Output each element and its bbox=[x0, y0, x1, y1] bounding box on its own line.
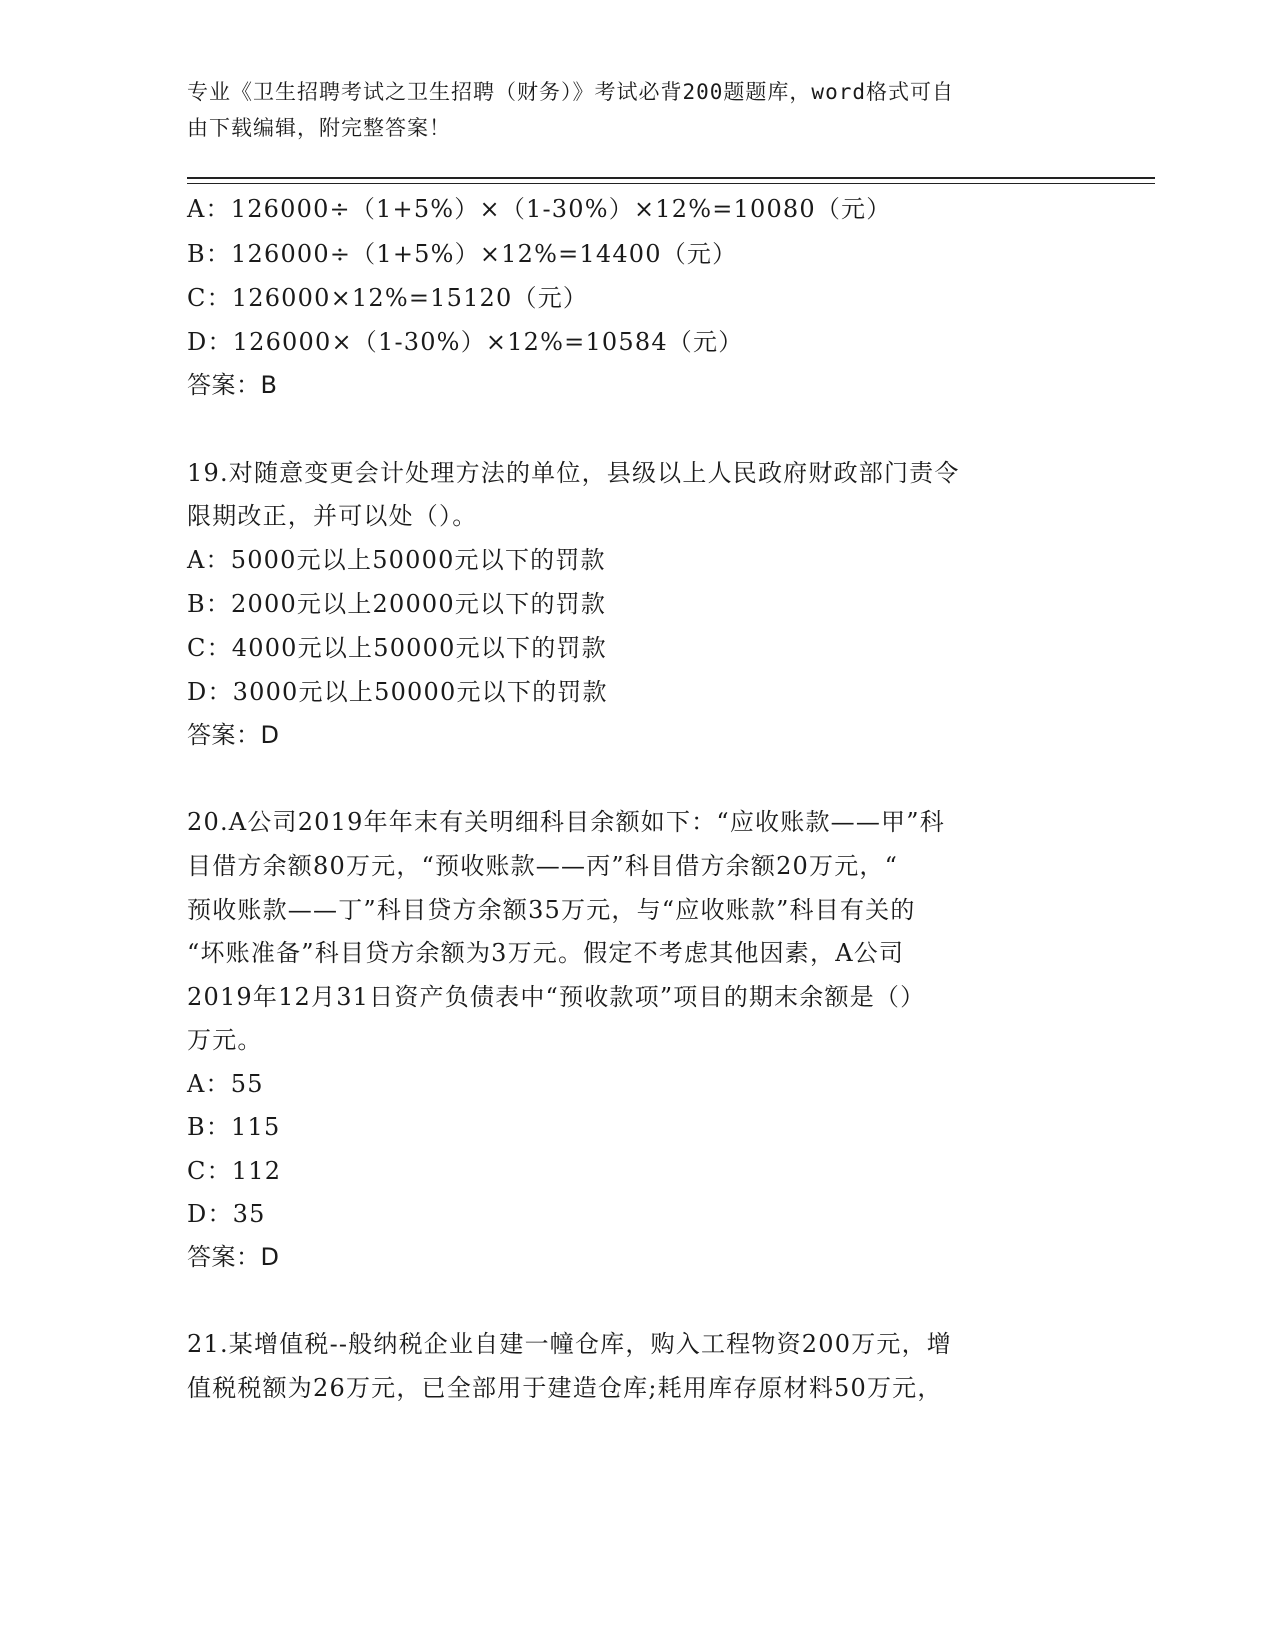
q18-answer: 答案：B bbox=[187, 371, 278, 399]
q19-stem-line-1: 19.对随意变更会计处理方法的单位，县级以上人民政府财政部门责令 bbox=[187, 459, 960, 487]
q20-option-c: C：112 bbox=[187, 1157, 282, 1185]
q19-option-c: C：4000元以上50000元以下的罚款 bbox=[187, 634, 607, 662]
header-line-1: 专业《卫生招聘考试之卫生招聘（财务）》考试必背200题题库，word格式可自 bbox=[187, 80, 954, 104]
q21-stem-line-1: 21.某增值税--般纳税企业自建一幢仓库，购入工程物资200万元，增 bbox=[187, 1330, 952, 1358]
q20-stem-line-3: 预收账款——丁”科目贷方余额35万元，与“应收账款”科目有关的 bbox=[187, 896, 916, 924]
q19-stem-line-2: 限期改正，并可以处（）。 bbox=[187, 502, 478, 530]
header-divider-thick bbox=[187, 177, 1155, 179]
q18-option-a: A：126000÷（1+5%）×（1-30%）×12%=10080（元） bbox=[187, 195, 892, 223]
q18-option-c: C：126000×12%=15120（元） bbox=[187, 284, 589, 312]
q18-option-b: B：126000÷（1+5%）×12%=14400（元） bbox=[187, 240, 738, 268]
q19-answer: 答案：D bbox=[187, 721, 280, 749]
q20-answer: 答案：D bbox=[187, 1243, 280, 1271]
q20-option-b: B：115 bbox=[187, 1113, 281, 1141]
q20-stem-line-6: 万元。 bbox=[187, 1026, 263, 1054]
q19-option-b: B：2000元以上20000元以下的罚款 bbox=[187, 590, 607, 618]
document-header bbox=[187, 74, 1067, 146]
q18-option-d: D：126000×（1-30%）×12%=10584（元） bbox=[187, 328, 744, 356]
header-divider-thin bbox=[187, 183, 1155, 184]
q20-option-a: A：55 bbox=[187, 1070, 264, 1098]
q20-option-d: D：35 bbox=[187, 1200, 266, 1228]
q20-stem-line-5: 2019年12月31日资产负债表中“预收款项”项目的期末余额是（） bbox=[187, 983, 926, 1011]
q20-stem-line-4: “坏账准备”科目贷方余额为3万元。假定不考虑其他因素，A公司 bbox=[187, 939, 905, 967]
q20-stem-line-2: 目借方余额80万元，“预收账款——丙”科目借方余额20万元，“ bbox=[187, 852, 899, 880]
header-line-2: 由下载编辑，附完整答案！ bbox=[187, 116, 451, 140]
q20-stem-line-1: 20.A公司2019年年末有关明细科目余额如下：“应收账款——甲”科 bbox=[187, 808, 945, 836]
q19-option-a: A：5000元以上50000元以下的罚款 bbox=[187, 546, 606, 574]
q21-stem-line-2: 值税税额为26万元，已全部用于建造仓库;耗用库存原材料50万元， bbox=[187, 1374, 943, 1402]
q19-option-d: D：3000元以上50000元以下的罚款 bbox=[187, 678, 608, 706]
